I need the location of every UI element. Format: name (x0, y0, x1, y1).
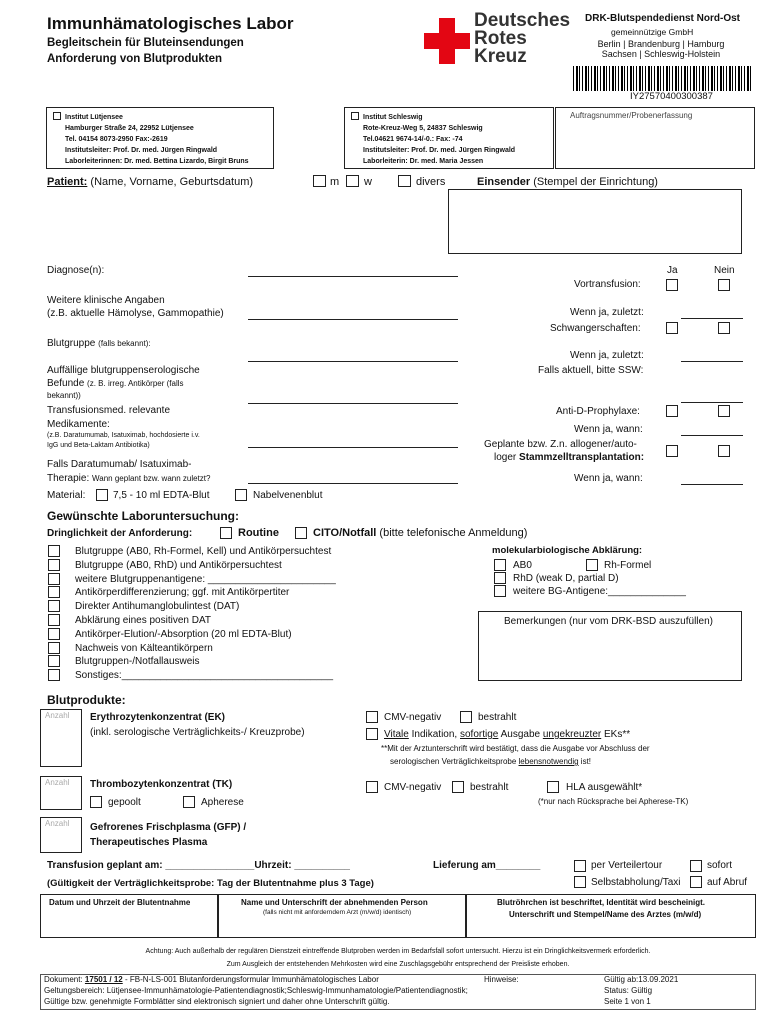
ssw-field[interactable] (681, 402, 743, 403)
einsender-label: Einsender (Stempel der Einrichtung) (477, 176, 658, 188)
rhformel-checkbox[interactable] (586, 559, 598, 571)
diagnose-label: Diagnose(n): (47, 265, 105, 276)
tk-apherese-checkbox[interactable] (183, 796, 195, 808)
edta-checkbox[interactable] (96, 489, 108, 501)
sex-m-checkbox[interactable] (313, 175, 326, 187)
tk-bestrahlt-checkbox[interactable] (452, 781, 464, 793)
vortransfusion-ja-checkbox[interactable] (666, 279, 678, 291)
sign-abnehmende-box[interactable]: Name und Unterschrift der abnehmenden Person (falls nicht mit anforderndem Arzt (m/w/d) identisch) (218, 894, 466, 938)
footer-achtung: Achtung: Auch außerhalb der regulären Dienstzeit eintreffende Blutproben werden im Bedarfsfall sofort untersucht. Hierzu ist ein Dringlichkeitsvermerk erforderlich. (145, 948, 651, 955)
lab-item-label: Antikörper-Elution/-Absorption (20 ml EDTA-Blut) (75, 628, 292, 640)
stammzell-nein-checkbox[interactable] (718, 445, 730, 457)
vortransfusion-date-field[interactable] (681, 318, 743, 319)
diagnose-field[interactable] (248, 276, 458, 277)
institute-luetjensee: Institut Lütjensee Hamburger Straße 24, 22952 Lütjensee Tel. 04154 8073-2950 Fax:-2619 Institutsleiter: Prof. Dr. med. Jürgen Ringwald Laborleiterinnen: Dr. med. Bettina Lizardo, Birgit Bruns (46, 107, 274, 169)
lab-item-label: Antikörperdifferenzierung; ggf. mit Antikörpertiter (75, 587, 290, 599)
transfusion-geplant[interactable]: Transfusion geplant am: ________________Uhrzeit: __________ (47, 860, 350, 871)
tk-gepoolt-checkbox[interactable] (90, 796, 102, 808)
lab-item-checkbox[interactable] (48, 642, 60, 654)
sex-divers-checkbox[interactable] (398, 175, 411, 187)
schwangerschaften-nein-checkbox[interactable] (718, 322, 730, 334)
lab-item-checkbox[interactable] (48, 573, 60, 585)
lab-item-label: Blutgruppen-/Notfallausweis (75, 656, 200, 668)
anti-d-ja-checkbox[interactable] (666, 405, 678, 417)
sign-datum-box[interactable]: Datum und Uhrzeit der Blutentnahme (40, 894, 218, 938)
org-locations: Berlin | Brandenburg | Hamburg Sachsen | Schleswig-Holstein (597, 39, 725, 59)
anti-d-date-field[interactable] (681, 435, 743, 436)
barcode (573, 66, 753, 91)
schwangerschaft-date-field[interactable] (681, 361, 743, 362)
blutgruppe-field[interactable] (248, 361, 458, 362)
anti-d-nein-checkbox[interactable] (718, 405, 730, 417)
vortransfusion-nein-checkbox[interactable] (718, 279, 730, 291)
lab-item-checkbox[interactable] (48, 655, 60, 667)
weitere-label: Weitere klinische Angaben (47, 295, 165, 306)
org-sub: gemeinnützige GmbH (611, 27, 694, 37)
institute-luetjensee-checkbox[interactable] (53, 112, 61, 120)
drk-logo-text: Deutsches Rotes Kreuz (474, 10, 571, 67)
lab-item-checkbox[interactable] (48, 559, 60, 571)
stammzell-date-field[interactable] (681, 484, 743, 485)
ek-bestrahlt-checkbox[interactable] (460, 711, 472, 723)
gfp-anzahl-box[interactable]: Anzahl (40, 817, 82, 853)
lab-item-checkbox[interactable] (48, 586, 60, 598)
selbstabholung-checkbox[interactable] (574, 876, 586, 888)
lab-item-label: Blutgruppe (AB0, RhD) und Antikörpersuchtest (75, 559, 282, 571)
rhd-checkbox[interactable] (494, 572, 506, 584)
weitere-bg-checkbox[interactable] (494, 585, 506, 597)
weitere-field[interactable] (248, 319, 458, 320)
form-subtitle: Begleitschein für Bluteinsendungen (47, 37, 244, 49)
blutgruppe-label: Blutgruppe (falls bekannt): (47, 338, 151, 349)
lab-heading: Gewünschte Laboruntersuchung: (47, 509, 240, 523)
routine-checkbox[interactable] (220, 527, 232, 539)
daratumumab-field[interactable] (248, 483, 458, 484)
lab-item-checkbox[interactable] (48, 628, 60, 640)
ek-anzahl-box[interactable]: Anzahl (40, 709, 82, 767)
auf-abruf-checkbox[interactable] (690, 876, 702, 888)
material-label: Material: (47, 490, 86, 501)
lab-item-checkbox[interactable] (48, 614, 60, 626)
nabelvenenblut-checkbox[interactable] (235, 489, 247, 501)
schwangerschaften-ja-checkbox[interactable] (666, 322, 678, 334)
institute-schleswig-checkbox[interactable] (351, 112, 359, 120)
tk-cmv-checkbox[interactable] (366, 781, 378, 793)
lab-item-label: Sonstiges:______________________________________ (75, 670, 334, 682)
befunde-field[interactable] (248, 403, 458, 404)
vitale-indikation-checkbox[interactable] (366, 728, 378, 740)
lab-item-label: Direkter Antihumanglobulintest (DAT) (75, 601, 240, 613)
anti-d-label: Anti-D-Prophylaxe: (556, 406, 640, 417)
ab0-checkbox[interactable] (494, 559, 506, 571)
order-number-box[interactable]: Auftragsnummer/Probenerfassung (555, 107, 755, 169)
tk-anzahl-box[interactable]: Anzahl (40, 776, 82, 810)
cito-checkbox[interactable] (295, 527, 307, 539)
red-cross-icon (424, 18, 470, 64)
tk-hla-checkbox[interactable] (547, 781, 559, 793)
einsender-stamp-box[interactable] (448, 189, 742, 254)
sex-w-checkbox[interactable] (346, 175, 359, 187)
lab-item-label: Abklärung eines positiven DAT (75, 615, 211, 626)
verteilertour-checkbox[interactable] (574, 860, 586, 872)
barcode-number: IY27570400300387 (630, 91, 713, 102)
medikamente-field[interactable] (248, 447, 458, 448)
org-name: DRK-Blutspendedienst Nord-Ost (585, 13, 740, 24)
institute-schleswig: Institut Schleswig Rote-Kreuz-Weg 5, 24837 Schleswig Tel.04621 9674-14/-0.: Fax: -74 Institutsleiter: Prof. Dr. med. Jürgen Ringwald Laborleiterin: Dr. med. Maria Jessen (344, 107, 554, 169)
lieferung-field[interactable]: Lieferung am________ (433, 860, 541, 871)
lab-item-label: weitere Blutgruppenantigene: _______________________ (75, 573, 336, 585)
lab-item-checkbox[interactable] (48, 669, 60, 681)
ek-cmv-checkbox[interactable] (366, 711, 378, 723)
lab-item-checkbox[interactable] (48, 600, 60, 612)
lab-title: Immunhämatologisches Labor (47, 14, 294, 33)
vortransfusion-label: Vortransfusion: (574, 279, 641, 290)
sign-arzt-box[interactable]: Blutröhrchen ist beschriftet, Identität wird bescheinigt. Unterschrift und Stempel/Name des Arztes (m/w/d) (466, 894, 756, 938)
patient-label: Patient: (Name, Vorname, Geburtsdatum) (47, 176, 254, 188)
blutprodukte-heading: Blutprodukte: (47, 693, 126, 707)
sofort-checkbox[interactable] (690, 860, 702, 872)
form-subtitle-2: Anforderung von Blutprodukten (47, 53, 223, 65)
schwangerschaften-label: Schwangerschaften: (550, 323, 641, 334)
lab-item-label: Nachweis von Kälteantikörpern (75, 642, 213, 654)
lab-item-checkbox[interactable] (48, 545, 60, 557)
stammzell-ja-checkbox[interactable] (666, 445, 678, 457)
lab-item-label: Blutgruppe (AB0, Rh-Formel, Kell) und Antikörpersuchtest (75, 546, 332, 557)
bemerkungen-box[interactable]: Bemerkungen (nur vom DRK-BSD auszufüllen) (478, 611, 742, 681)
